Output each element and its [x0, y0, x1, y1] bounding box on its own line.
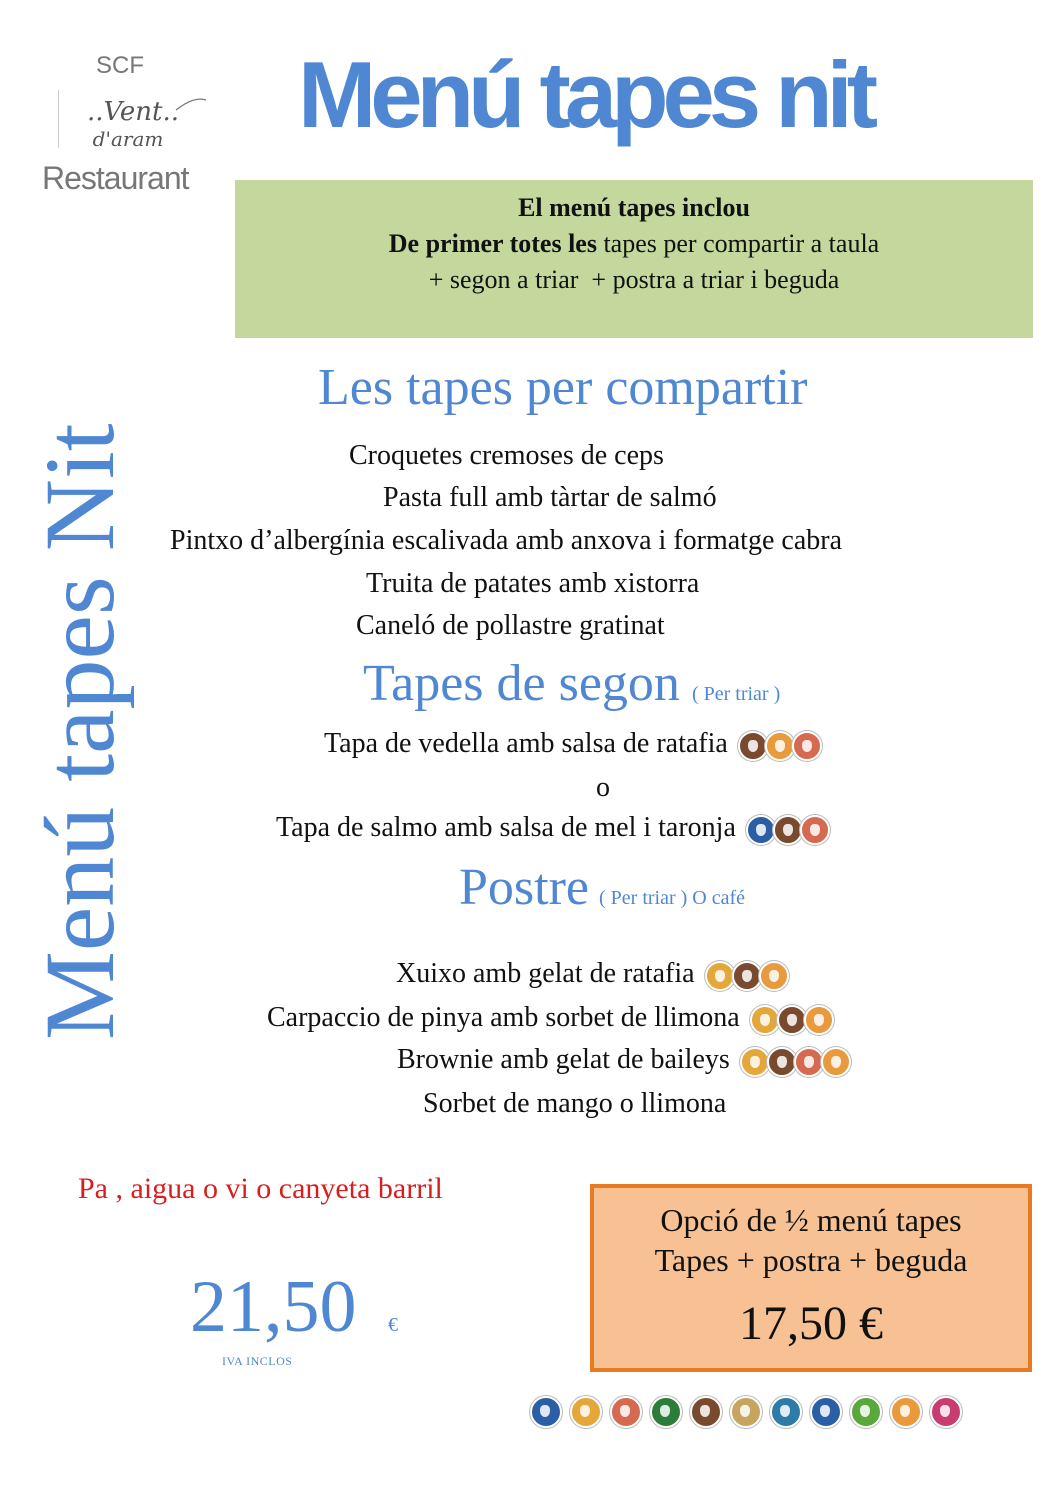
milk-icon	[690, 1396, 722, 1428]
shellfish-icon	[770, 1396, 802, 1428]
allergen-icons	[743, 1046, 851, 1077]
intro-line-2-rest: tapes per compartir a taula	[596, 229, 880, 258]
second-or: o	[596, 772, 610, 803]
intro-line-1: El menú tapes inclou	[518, 193, 750, 222]
fish-icon	[530, 1396, 562, 1428]
nuts-icon	[800, 815, 830, 845]
tax-note: IVA INCLOS	[222, 1354, 293, 1368]
egg-icon	[740, 1047, 770, 1077]
vertical-title: Menú tapes Nit	[24, 423, 135, 1040]
svg-text:..Vent..: ..Vent..	[86, 97, 180, 127]
price-currency: €	[388, 1314, 398, 1336]
milk-icon	[738, 731, 768, 761]
egg-icon	[570, 1396, 602, 1428]
second-heading: Tapes de segon	[363, 655, 680, 712]
half-menu-price: 17,50 €	[739, 1297, 883, 1350]
gluten-icon	[765, 731, 795, 761]
intro-line-3: + segon a triar + postra a triar i beguda	[428, 265, 840, 294]
gluten-icon	[821, 1047, 851, 1077]
second-item-1	[324, 730, 822, 761]
second-item-2	[276, 814, 830, 845]
sharing-item: Pintxo d’albergínia escalivada amb anxova i formatge cabra	[170, 525, 842, 556]
dessert-item-label: Brownie amb gelat de baileys	[397, 1044, 730, 1075]
milk-icon	[732, 961, 762, 991]
mustard-icon	[850, 1396, 882, 1428]
sharing-item: Pasta full amb tàrtar de salmó	[383, 482, 717, 513]
drinks-line: Pa , aigua o vi o canyeta barril	[78, 1172, 443, 1205]
gluten-icon	[890, 1396, 922, 1428]
allergen-icons	[749, 814, 830, 845]
dessert-item-label: Xuixo amb gelat de ratafia	[396, 958, 695, 989]
svg-text:d'aram: d'aram	[92, 127, 164, 151]
sharing-item: Croquetes cremoses de ceps	[349, 440, 664, 471]
logo-scf: SCF	[96, 52, 144, 79]
intro-line-2-bold: De primer totes les	[388, 229, 597, 258]
nuts-icon	[792, 731, 822, 761]
restaurant-logo-script	[58, 88, 208, 154]
sulphites-icon	[930, 1396, 962, 1428]
egg-icon	[750, 1005, 780, 1035]
menu-price: 21,50	[190, 1266, 357, 1348]
half-menu-line-1: Opció de ½ menú tapes	[660, 1202, 962, 1238]
sharing-item: Caneló de pollastre gratinat	[356, 610, 665, 641]
dessert-item: Sorbet de mango o llimona	[423, 1088, 727, 1119]
second-item-1-label: Tapa de vedella amb salsa de ratafia	[324, 728, 728, 759]
half-menu-line-2: Tapes + postra + beguda	[654, 1242, 968, 1278]
sharing-item: Truita de patates amb xistorra	[366, 568, 700, 599]
fish-icon	[746, 815, 776, 845]
sesame-icon	[730, 1396, 762, 1428]
gluten-icon	[804, 1005, 834, 1035]
logo-restaurant: Restaurant	[42, 160, 189, 196]
page-title: Menú tapes nit	[298, 42, 873, 147]
dessert-item	[397, 1046, 851, 1077]
second-heading-row	[363, 655, 781, 712]
nuts-icon	[794, 1047, 824, 1077]
milk-icon	[773, 815, 803, 845]
egg-icon	[705, 961, 735, 991]
second-note: ( Per triar )	[691, 683, 781, 705]
sharing-heading: Les tapes per compartir	[318, 359, 808, 416]
dessert-note: ( Per triar ) O café	[599, 887, 746, 909]
gluten-icon	[759, 961, 789, 991]
dessert-item	[396, 960, 789, 991]
allergen-legend	[526, 1396, 962, 1428]
allergen-icons	[753, 1004, 834, 1035]
dessert-heading-row	[459, 859, 746, 916]
allergen-icons	[708, 960, 789, 991]
intro-line-2	[235, 226, 1033, 262]
crustacean-icon	[810, 1396, 842, 1428]
milk-icon	[767, 1047, 797, 1077]
intro-box	[235, 180, 1033, 338]
milk-icon	[777, 1005, 807, 1035]
celery-icon	[650, 1396, 682, 1428]
second-item-2-label: Tapa de salmo amb salsa de mel i taronja	[276, 812, 736, 843]
nuts-icon	[610, 1396, 642, 1428]
allergen-icons	[741, 730, 822, 761]
dessert-heading: Postre	[459, 859, 589, 916]
dessert-item	[267, 1004, 834, 1035]
dessert-item-label: Carpaccio de pinya amb sorbet de llimona	[267, 1002, 740, 1033]
half-menu-box	[590, 1184, 1032, 1372]
